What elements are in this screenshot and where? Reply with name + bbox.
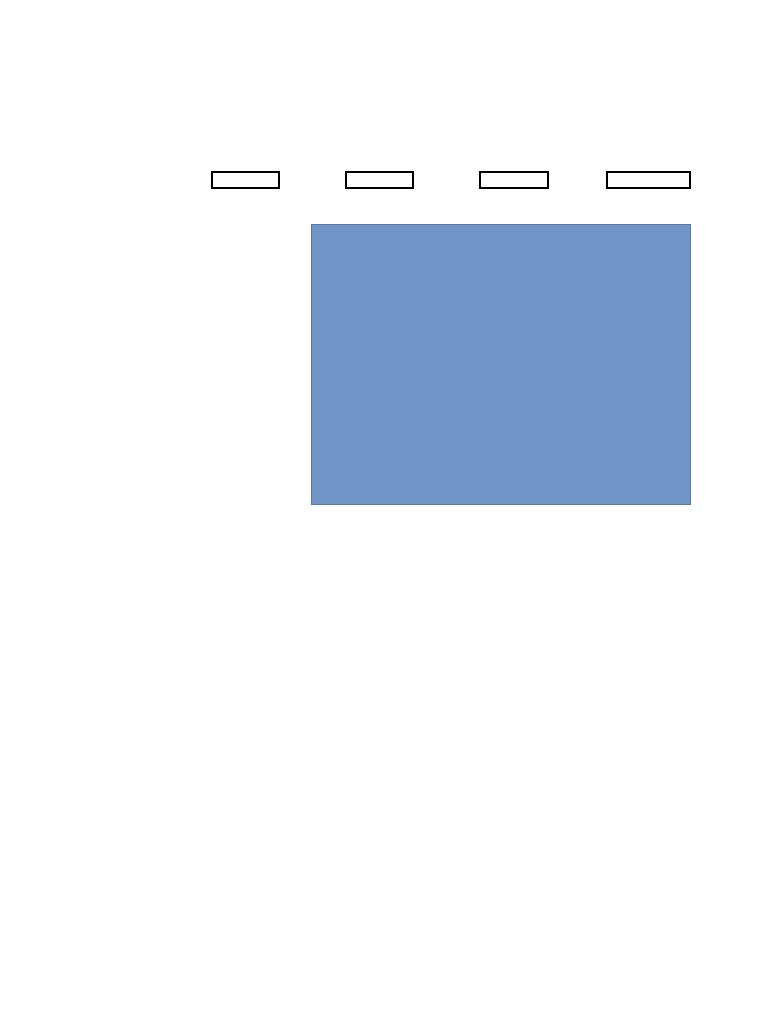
- chart-plot: [312, 225, 692, 506]
- nota-minima-input[interactable]: [479, 171, 549, 189]
- nota-minima-label[interactable]: [480, 158, 547, 171]
- grade-chart[interactable]: [311, 224, 691, 505]
- nota-header[interactable]: [213, 203, 306, 216]
- sheet-title[interactable]: [146, 125, 480, 139]
- porcentaje-label[interactable]: [346, 158, 413, 171]
- pje-nota4-label[interactable]: [607, 158, 691, 171]
- pje-nota4-value[interactable]: [606, 171, 691, 189]
- puntaje-max-input[interactable]: [211, 171, 280, 189]
- puntaje-max-label[interactable]: [146, 158, 346, 171]
- porcentaje-input[interactable]: [345, 171, 414, 189]
